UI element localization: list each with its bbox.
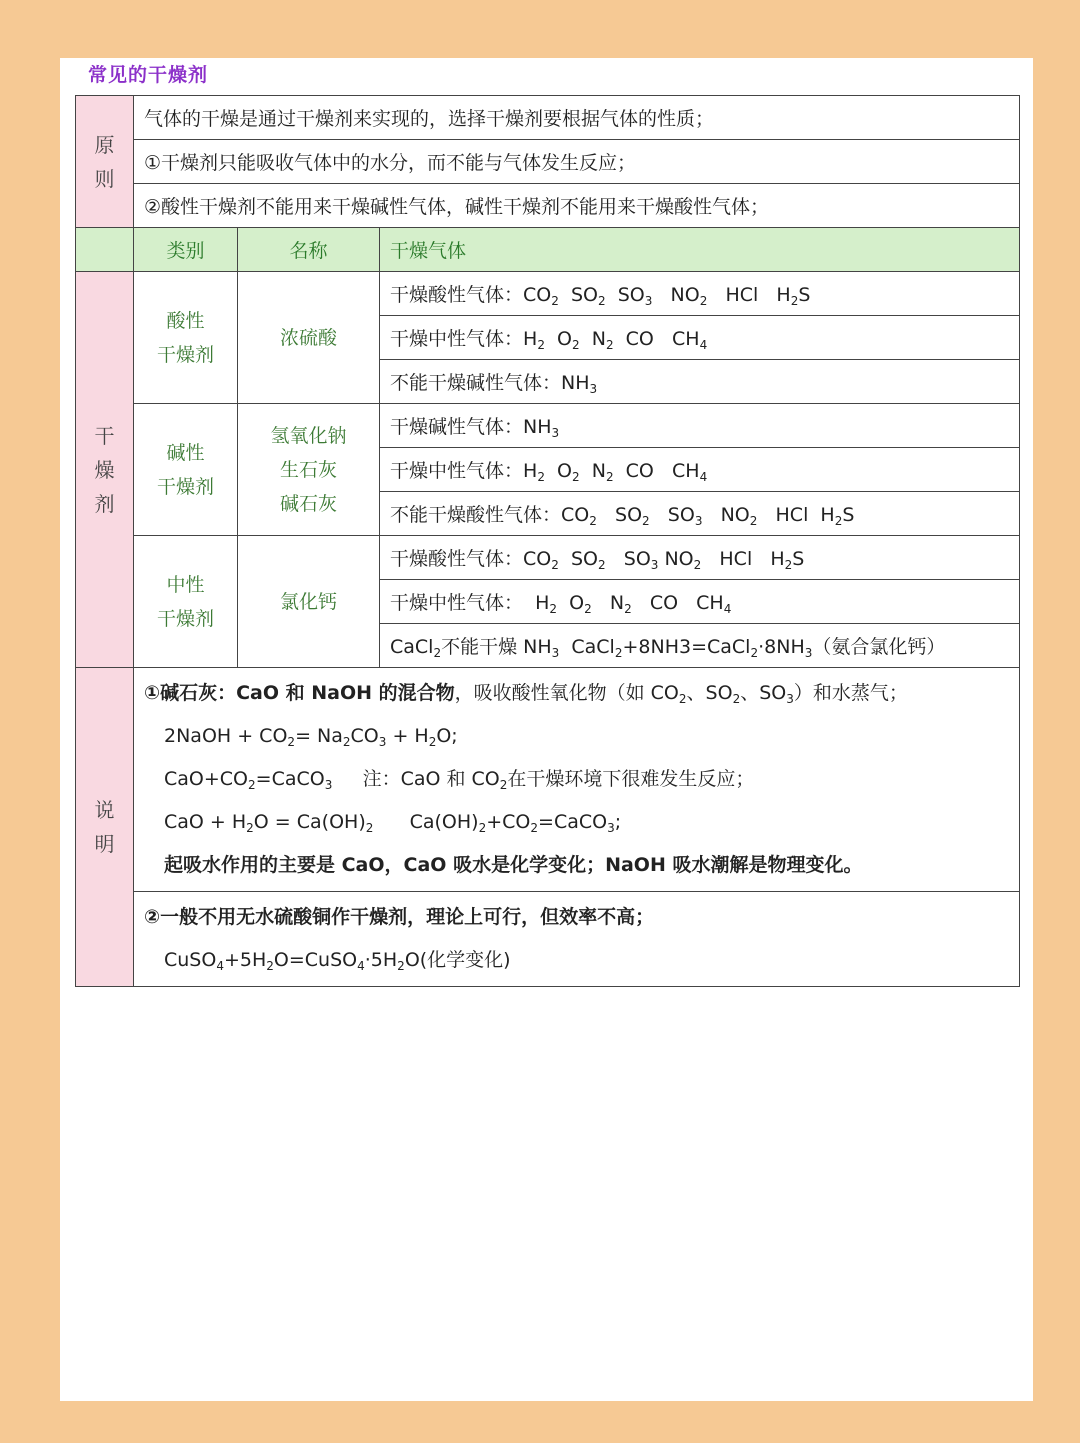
header-name: 名称 (238, 228, 380, 272)
table-row (76, 404, 1020, 448)
gas-row: 干燥碱性气体：$NH_3$ (380, 404, 1020, 448)
notes-row (76, 668, 1020, 892)
name-basic: 氢氧化钠 生石灰 碱石灰 (238, 404, 380, 536)
principle-row (76, 96, 1020, 140)
gas-row: 干燥酸性气体：$CO_2$ $SO_2$ $SO_3$ $NO_2$ HCl $H_2S$ (380, 536, 1020, 580)
side-label-notes: 说 明 (76, 668, 134, 987)
principle-text-3: ②酸性干燥剂不能用来干燥碱性气体，碱性干燥剂不能用来干燥酸性气体； (134, 184, 1020, 228)
notes-block-1 (134, 668, 1020, 892)
side-label-desiccant: 干 燥 剂 (76, 272, 134, 668)
note-line: 2NaOH + $CO_2= Na_2CO_3 + H_2O$; (164, 725, 458, 749)
side-label-principle: 原 则 (76, 96, 134, 228)
header-blank (76, 228, 134, 272)
principle-text-1: 气体的干燥是通过干燥剂来实现的，选择干燥剂要根据气体的性质； (134, 96, 1020, 140)
category-acidic: 酸性 干燥剂 (134, 272, 238, 404)
gas-row: 干燥中性气体：$H_2$ $O_2$ $N_2$ CO $CH_4$ (380, 448, 1020, 492)
note-line: $CaO+CO_2=CaCO_3$ 注：CaO 和 $CO_2$在干燥环境下很难发生反应； (164, 768, 755, 792)
notes-row (76, 892, 1020, 987)
page-title: 常见的干燥剂 (88, 64, 209, 86)
note-line: 起吸水作用的主要是 CaO，CaO 吸水是化学变化；NaOH 吸水潮解是物理变化。 (164, 854, 863, 876)
table-row (76, 536, 1020, 580)
note-line: ①碱石灰：CaO 和 NaOH 的混合物，吸收酸性氧化物（如 $CO_2$、$SO_2$、$SO_3$）和水蒸气； (144, 682, 908, 706)
desiccant-table (75, 95, 1020, 987)
principle-text-2: ①干燥剂只能吸收气体中的水分，而不能与气体发生反应； (134, 140, 1020, 184)
gas-row: 不能干燥碱性气体：$NH_3$ (380, 360, 1020, 404)
gas-row: 干燥酸性气体：$CO_2$ $SO_2$ $SO_3$ $NO_2$ HCl $H_2S$ (380, 272, 1020, 316)
category-neutral: 中性 干燥剂 (134, 536, 238, 668)
table-header-row (76, 228, 1020, 272)
note-line: CaO + $H_2O = Ca(OH)_2$ $Ca(OH)_2+CO_2=CaCO_3$; (164, 811, 622, 835)
gas-row: 不能干燥酸性气体：$CO_2$ $SO_2$ $SO_3$ $NO_2$ HCl $H_2S$ (380, 492, 1020, 536)
name-acidic: 浓硫酸 (238, 272, 380, 404)
principle-row (76, 140, 1020, 184)
notes-block-2 (134, 892, 1020, 987)
gas-row: 干燥中性气体： $H_2$ $O_2$ $N_2$ CO $CH_4$ (380, 580, 1020, 624)
header-gas: 干燥气体 (380, 228, 1020, 272)
name-neutral: 氯化钙 (238, 536, 380, 668)
header-category: 类别 (134, 228, 238, 272)
gas-row: CaCl$_2$不能干燥 $NH_3$ $CaCl_2+8NH3=CaCl_2\cdot 8NH_3$（氨合氯化钙） (380, 624, 1020, 668)
principle-row (76, 184, 1020, 228)
note-line: $CuSO_4+5H_2O=CuSO_4\cdot 5H_2O$(化学变化) (164, 949, 511, 973)
note-line: ②一般不用无水硫酸铜作干燥剂，理论上可行，但效率不高； (144, 906, 655, 928)
gas-row: 干燥中性气体：$H_2$ $O_2$ $N_2$ CO $CH_4$ (380, 316, 1020, 360)
table-row (76, 272, 1020, 316)
category-basic: 碱性 干燥剂 (134, 404, 238, 536)
